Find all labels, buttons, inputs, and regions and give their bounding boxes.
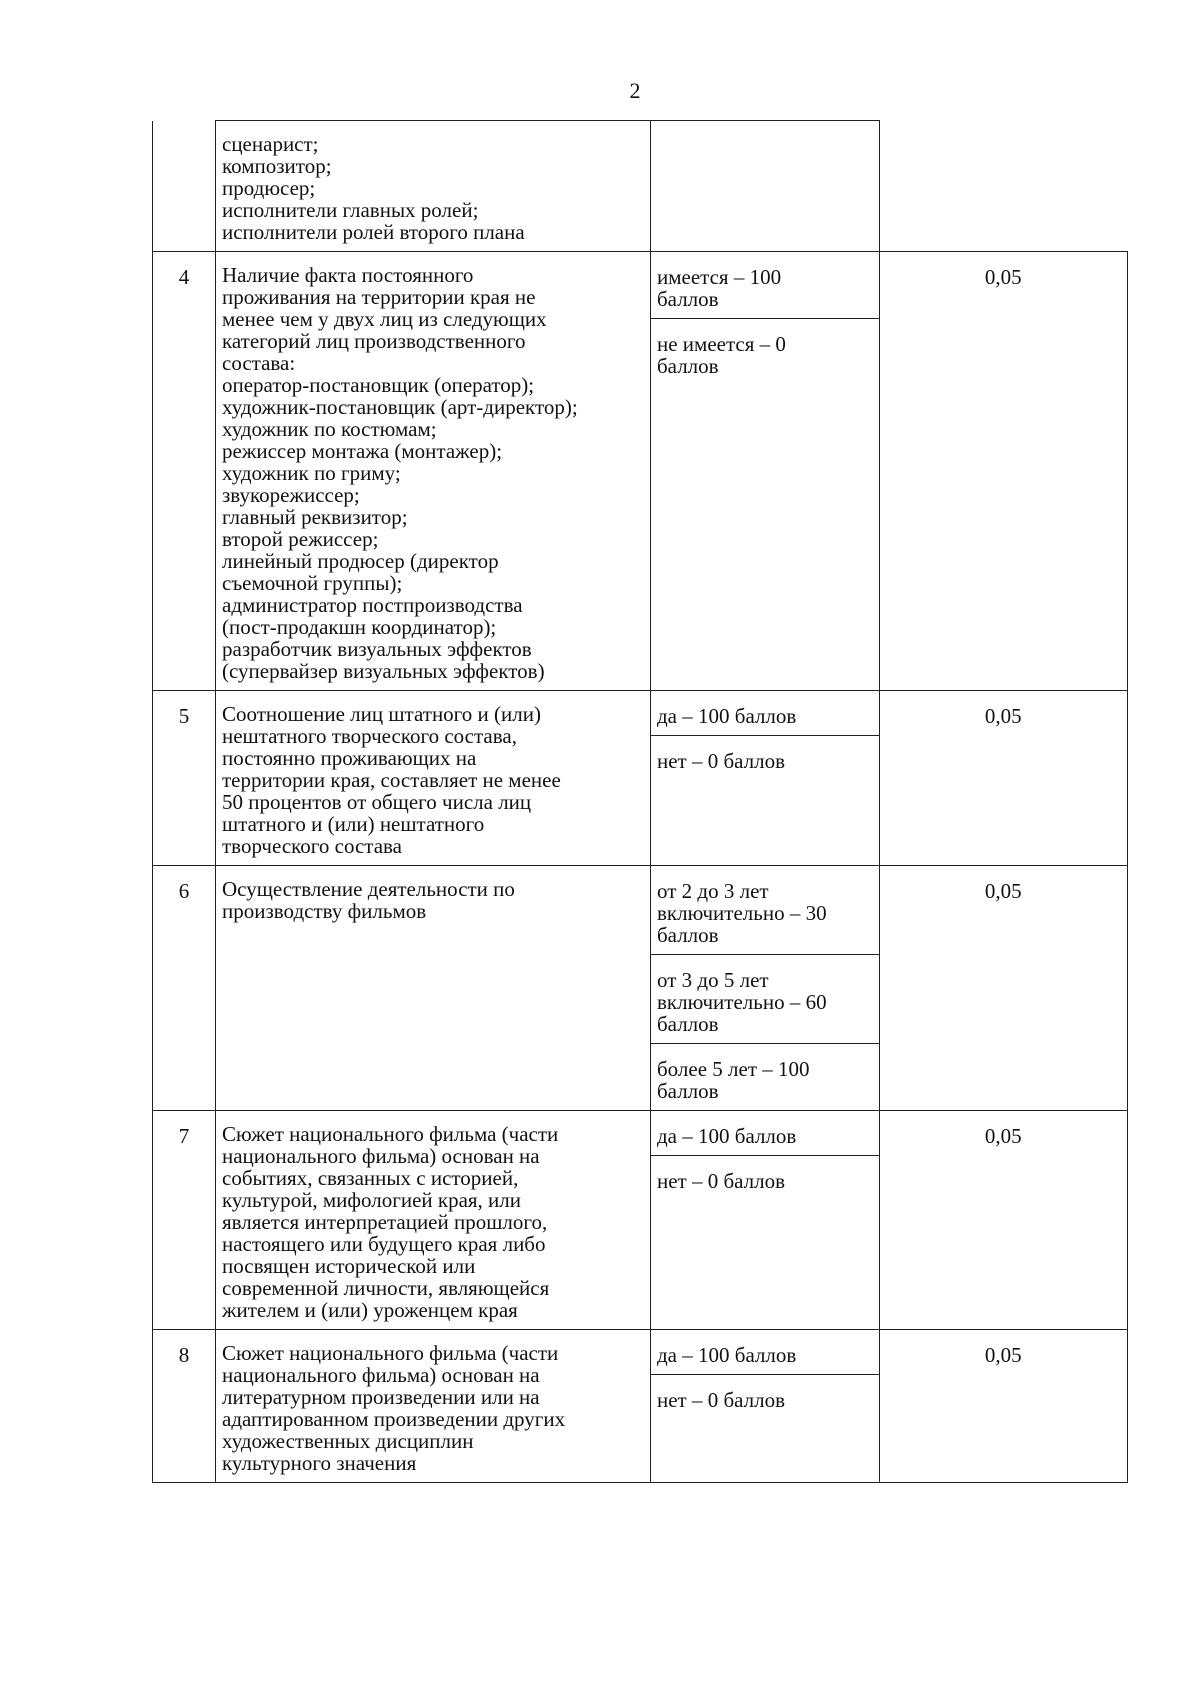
score-options-cell [651,121,880,252]
score-option-line: от 3 до 5 лет [657,968,769,992]
score-options-cell [651,1330,880,1483]
score-options-cell [651,1111,880,1330]
description-line: менее чем у двух лиц из следующих [222,307,547,331]
score-option-line: включительно – 60 [657,990,827,1014]
row-number: 7 [153,1111,216,1330]
description-line: второй режиссер; [222,527,379,551]
description-line: культурой, мифологией края, или [222,1188,522,1212]
score-option [651,1044,879,1110]
description-line: культурного значения [222,1451,417,1475]
weight-value: 0,05 [880,1330,1128,1483]
score-options-cell [651,252,880,691]
criterion-description [216,866,651,1111]
table-row [153,866,1128,1111]
score-option-line: нет – 0 баллов [657,1169,786,1193]
score-option-line: баллов [657,287,719,311]
description-line: национального фильма) основан на [222,1363,540,1387]
description-line: настоящего или будущего края либо [222,1232,546,1256]
score-option-line: да – 100 баллов [657,1124,797,1148]
table-row [153,252,1128,691]
score-option-line: нет – 0 баллов [657,749,786,773]
description-line: состава: [222,351,296,375]
criterion-description [216,691,651,866]
table-row-continuation [153,121,1128,252]
description-line: литературном произведении или на [222,1385,540,1409]
description-line: исполнители главных ролей; [222,198,479,222]
score-option [651,736,879,780]
score-option-line: баллов [657,1079,719,1103]
description-line: исполнители ролей второго плана [222,220,525,244]
description-line: проживания на территории края не [222,285,536,309]
row-number-cell [153,121,216,252]
table-row [153,691,1128,866]
description-line: производству фильмов [222,899,427,923]
row-number: 4 [153,252,216,691]
description-line: художник по костюмам; [222,417,437,441]
table-row [153,1111,1128,1330]
description-line: режиссер монтажа (монтажер); [222,439,503,463]
description-line: Сюжет национального фильма (части [222,1341,559,1365]
score-options-cell [651,691,880,866]
description-line: постоянно проживающих на [222,746,477,770]
description-line: продюсер; [222,176,316,200]
score-option [651,1330,879,1375]
row-number: 5 [153,691,216,866]
description-line: штатного и (или) нештатного [222,812,485,836]
row-number: 8 [153,1330,216,1483]
table-row [153,1330,1128,1483]
description-line: Наличие факта постоянного [222,263,474,287]
criterion-description [216,252,651,691]
description-line: художник по гриму; [222,461,401,485]
description-line: территории края, составляет не менее [222,768,561,792]
description-line: администратор постпроизводства [222,593,523,617]
score-option-line: баллов [657,354,719,378]
description-line: композитор; [222,154,332,178]
description-line: творческого состава [222,834,403,858]
weight-value: 0,05 [880,866,1128,1111]
description-line: является интерпретацией прошлого, [222,1210,548,1234]
description-line: национального фильма) основан на [222,1144,540,1168]
weight-value: 0,05 [880,691,1128,866]
description-line: Осуществление деятельности по [222,877,515,901]
page-number: 2 [629,78,641,103]
score-option-line: баллов [657,923,719,947]
row-number: 6 [153,866,216,1111]
score-option-line: более 5 лет – 100 [657,1057,810,1081]
description-line: художник-постановщик (арт-директор); [222,395,578,419]
score-option-line: включительно – 30 [657,901,827,925]
weight-cell [880,121,1128,252]
description-line: событиях, связанных с историей, [222,1166,519,1190]
score-option-line: баллов [657,1012,719,1036]
score-option [651,955,879,1044]
description-line: современной личности, являющейся [222,1276,550,1300]
score-option-line: да – 100 баллов [657,1343,797,1367]
score-option-line: да – 100 баллов [657,704,797,728]
weight-value: 0,05 [880,1111,1128,1330]
description-line: главный реквизитор; [222,505,408,529]
description-line: категорий лиц производственного [222,329,526,353]
score-option-line: имеется – 100 [657,265,782,289]
criterion-description [216,1330,651,1483]
description-line: жителем и (или) уроженцем края [222,1298,518,1322]
description-line: оператор-постановщик (оператор); [222,373,535,397]
score-option [651,1111,879,1156]
description-line: нештатного творческого состава, [222,724,517,748]
description-line: Соотношение лиц штатного и (или) [222,702,541,726]
description-line: 50 процентов от общего числа лиц [222,790,532,814]
score-option [651,691,879,736]
weight-value: 0,05 [880,252,1128,691]
description-line: Сюжет национального фильма (части [222,1122,559,1146]
description-line: съемочной группы); [222,571,403,595]
criteria-table [152,120,1128,1483]
score-option [651,1156,879,1200]
score-option [651,866,879,955]
description-line: (пост-продакшн координатор); [222,615,497,639]
description-line: звукорежиссер; [222,483,360,507]
criterion-description [216,1111,651,1330]
description-line: адаптированном произведении других [222,1407,566,1431]
score-option-line: нет – 0 баллов [657,1388,786,1412]
description-line: сценарист; [222,132,319,156]
score-options-cell [651,866,880,1111]
score-option-line: не имеется – 0 [657,332,786,356]
score-option [651,252,879,319]
description-line: посвящен исторической или [222,1254,476,1278]
score-option [651,319,879,385]
criterion-description [216,121,651,252]
description-line: (супервайзер визуальных эффектов) [222,659,545,683]
score-option [651,1375,879,1419]
score-option-line: от 2 до 3 лет [657,879,769,903]
description-line: разработчик визуальных эффектов [222,637,532,661]
description-line: линейный продюсер (директор [222,549,499,573]
description-line: художественных дисциплин [222,1429,474,1453]
